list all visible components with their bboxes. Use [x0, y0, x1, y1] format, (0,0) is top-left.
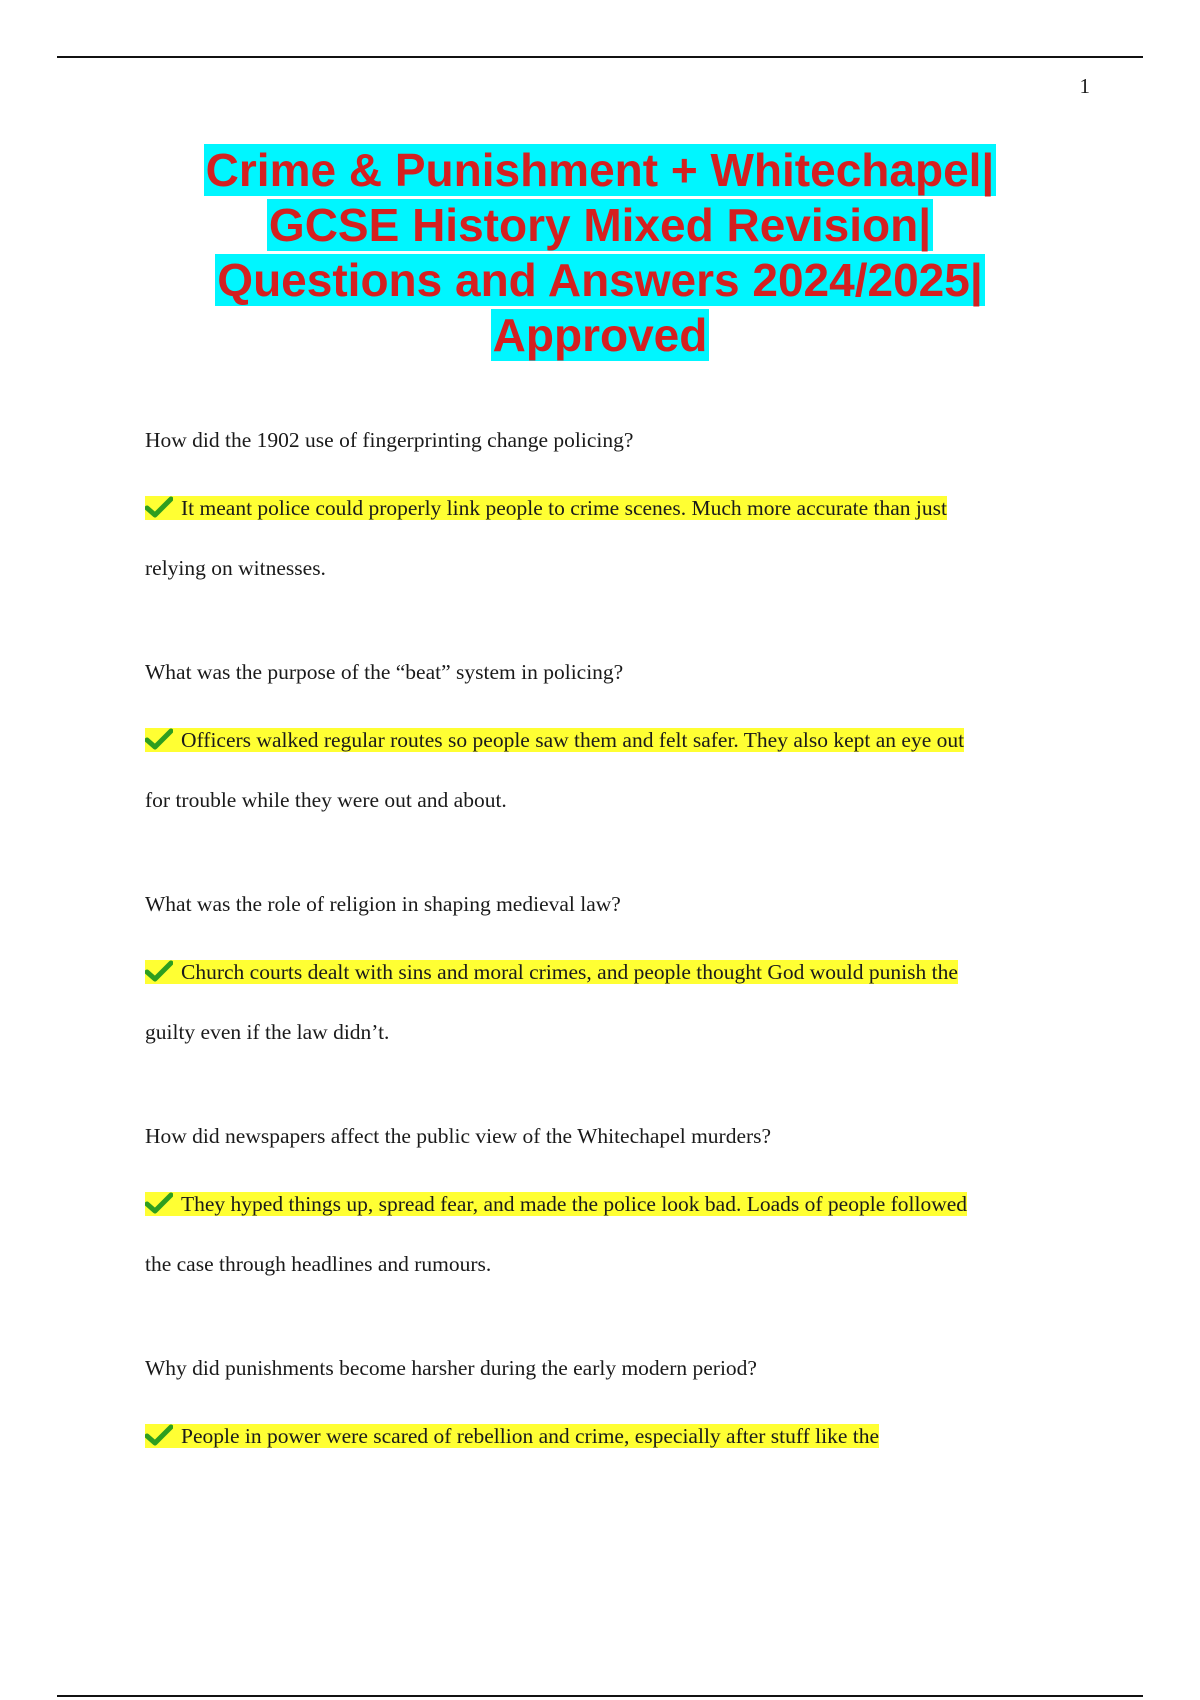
- title-line: Questions and Answers 2024/2025|: [217, 254, 983, 306]
- answer-highlight: [145, 496, 947, 520]
- title-line: Crime & Punishment + Whitechapel|: [205, 144, 995, 196]
- check-icon: [145, 1192, 175, 1214]
- check-icon: [145, 728, 175, 750]
- question-text: How did newspapers affect the public view of the Whitechapel murders?: [145, 1124, 772, 1148]
- answer-highlight: [145, 960, 958, 984]
- question-text: How did the 1902 use of fingerprinting change policing?: [145, 428, 634, 452]
- qa-item: [145, 1348, 1095, 1466]
- answer-text: [145, 1406, 1095, 1466]
- top-rule: [57, 56, 1143, 58]
- bottom-rule: [57, 1695, 1143, 1697]
- qa-item: [145, 1116, 1095, 1294]
- question-text: What was the role of religion in shaping medieval law?: [145, 892, 621, 916]
- answer-rest-text: the case through headlines and rumours.: [145, 1252, 492, 1276]
- check-icon: [145, 1424, 175, 1446]
- title-line: Approved: [492, 309, 708, 361]
- answer-highlight: [145, 1192, 967, 1216]
- answer-text: [145, 942, 1095, 1062]
- answer-highlight: [145, 728, 964, 752]
- check-icon: [145, 960, 175, 982]
- question-text: What was the purpose of the “beat” system in policing?: [145, 660, 624, 684]
- title-line: GCSE History Mixed Revision|: [268, 199, 932, 251]
- answer-rest-text: guilty even if the law didn’t.: [145, 1020, 390, 1044]
- qa-item: [145, 652, 1095, 830]
- page-number: 1: [1079, 74, 1090, 98]
- answer-highlight-text: They hyped things up, spread fear, and made the police look bad. Loads of people followed: [181, 1192, 968, 1216]
- answer-highlight: [145, 1424, 879, 1448]
- answer-highlight-text: Officers walked regular routes so people saw them and felt safer. They also kept an eye out: [181, 728, 965, 752]
- answer-rest-text: relying on witnesses.: [145, 556, 326, 580]
- answer-text: [145, 478, 1095, 598]
- check-icon: [145, 496, 175, 518]
- answer-highlight-text: It meant police could properly link people to crime scenes. Much more accurate than just: [181, 496, 947, 520]
- document-title: [150, 143, 1050, 363]
- qa-item: [145, 420, 1095, 598]
- question-text: Why did punishments become harsher during the early modern period?: [145, 1356, 757, 1380]
- qa-item: [145, 884, 1095, 1062]
- answer-text: [145, 1174, 1095, 1294]
- answer-text: [145, 710, 1095, 830]
- answer-highlight-text: Church courts dealt with sins and moral crimes, and people thought God would punish the: [181, 960, 958, 984]
- answer-rest-text: for trouble while they were out and about.: [145, 788, 507, 812]
- answer-highlight-text: People in power were scared of rebellion and crime, especially after stuff like the: [181, 1424, 880, 1448]
